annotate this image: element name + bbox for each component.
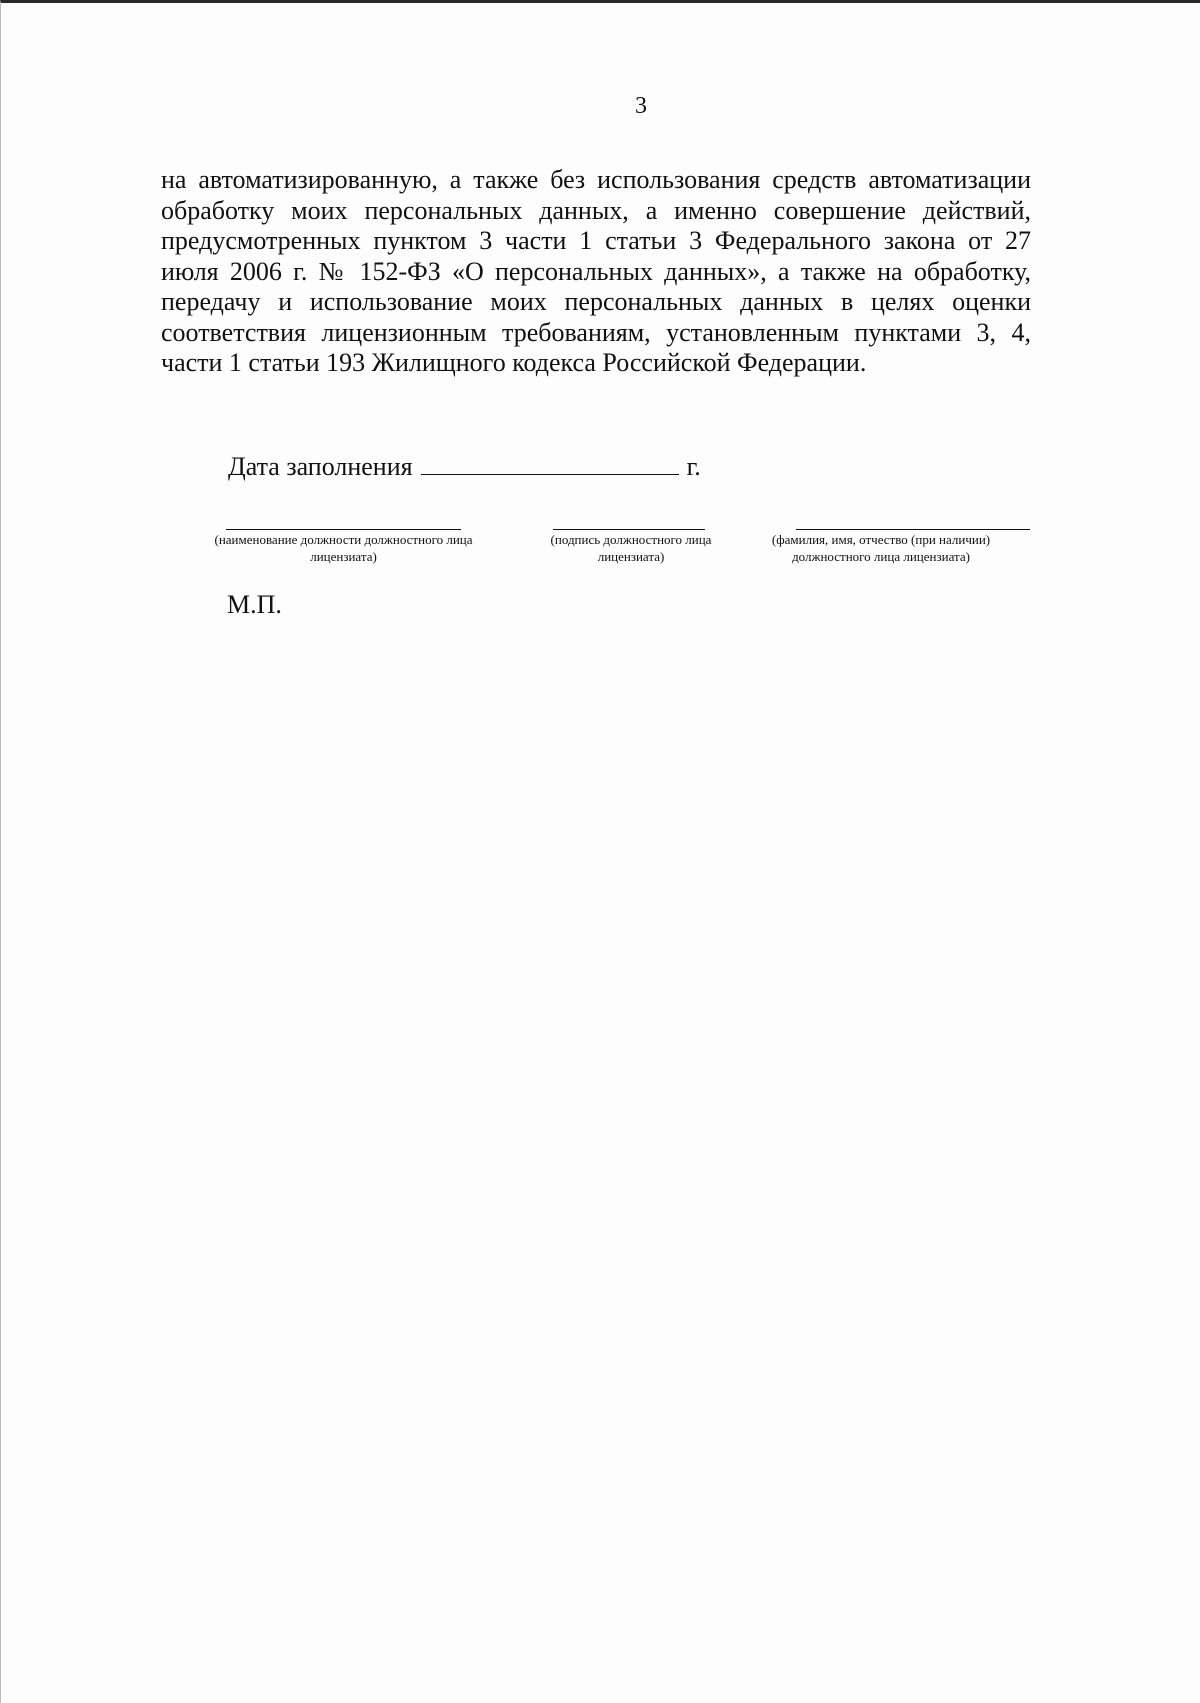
fill-date-label: Дата заполнения	[228, 452, 413, 481]
fill-date-suffix: г.	[686, 452, 701, 481]
position-signature-line[interactable]	[226, 529, 461, 530]
full-name-signature-line[interactable]	[796, 529, 1030, 530]
consent-text: на автоматизированную, а также без использования средств автоматизации обработку моих персональных данных, а именно совершение действий, предусмотренных пунктом 3 части 1 статьи 3 Федерального закона от 27 июля 2006 г. № 152-ФЗ «О персональных данных», а также на обработку, передачу и использование моих персональных данных в целях оценки соответствия лицензионным требованиям, установленным пунктами 3, 4, части 1 статьи 193 Жилищного кодекса Российской Федерации.	[161, 165, 1031, 377]
signature-line[interactable]	[553, 529, 705, 530]
position-caption: (наименование должности должностного лица лицензиата)	[214, 532, 473, 564]
consent-paragraph	[161, 165, 1031, 379]
page-number: 3	[635, 93, 647, 119]
stamp-label: М.П.	[227, 590, 282, 619]
fill-date-row	[228, 450, 701, 482]
signature-caption: (подпись должностного лица лицензиата)	[550, 532, 712, 564]
fill-date-blank[interactable]	[421, 450, 679, 475]
full-name-caption: (фамилия, имя, отчество (при наличии) должностного лица лицензиата)	[771, 532, 991, 564]
